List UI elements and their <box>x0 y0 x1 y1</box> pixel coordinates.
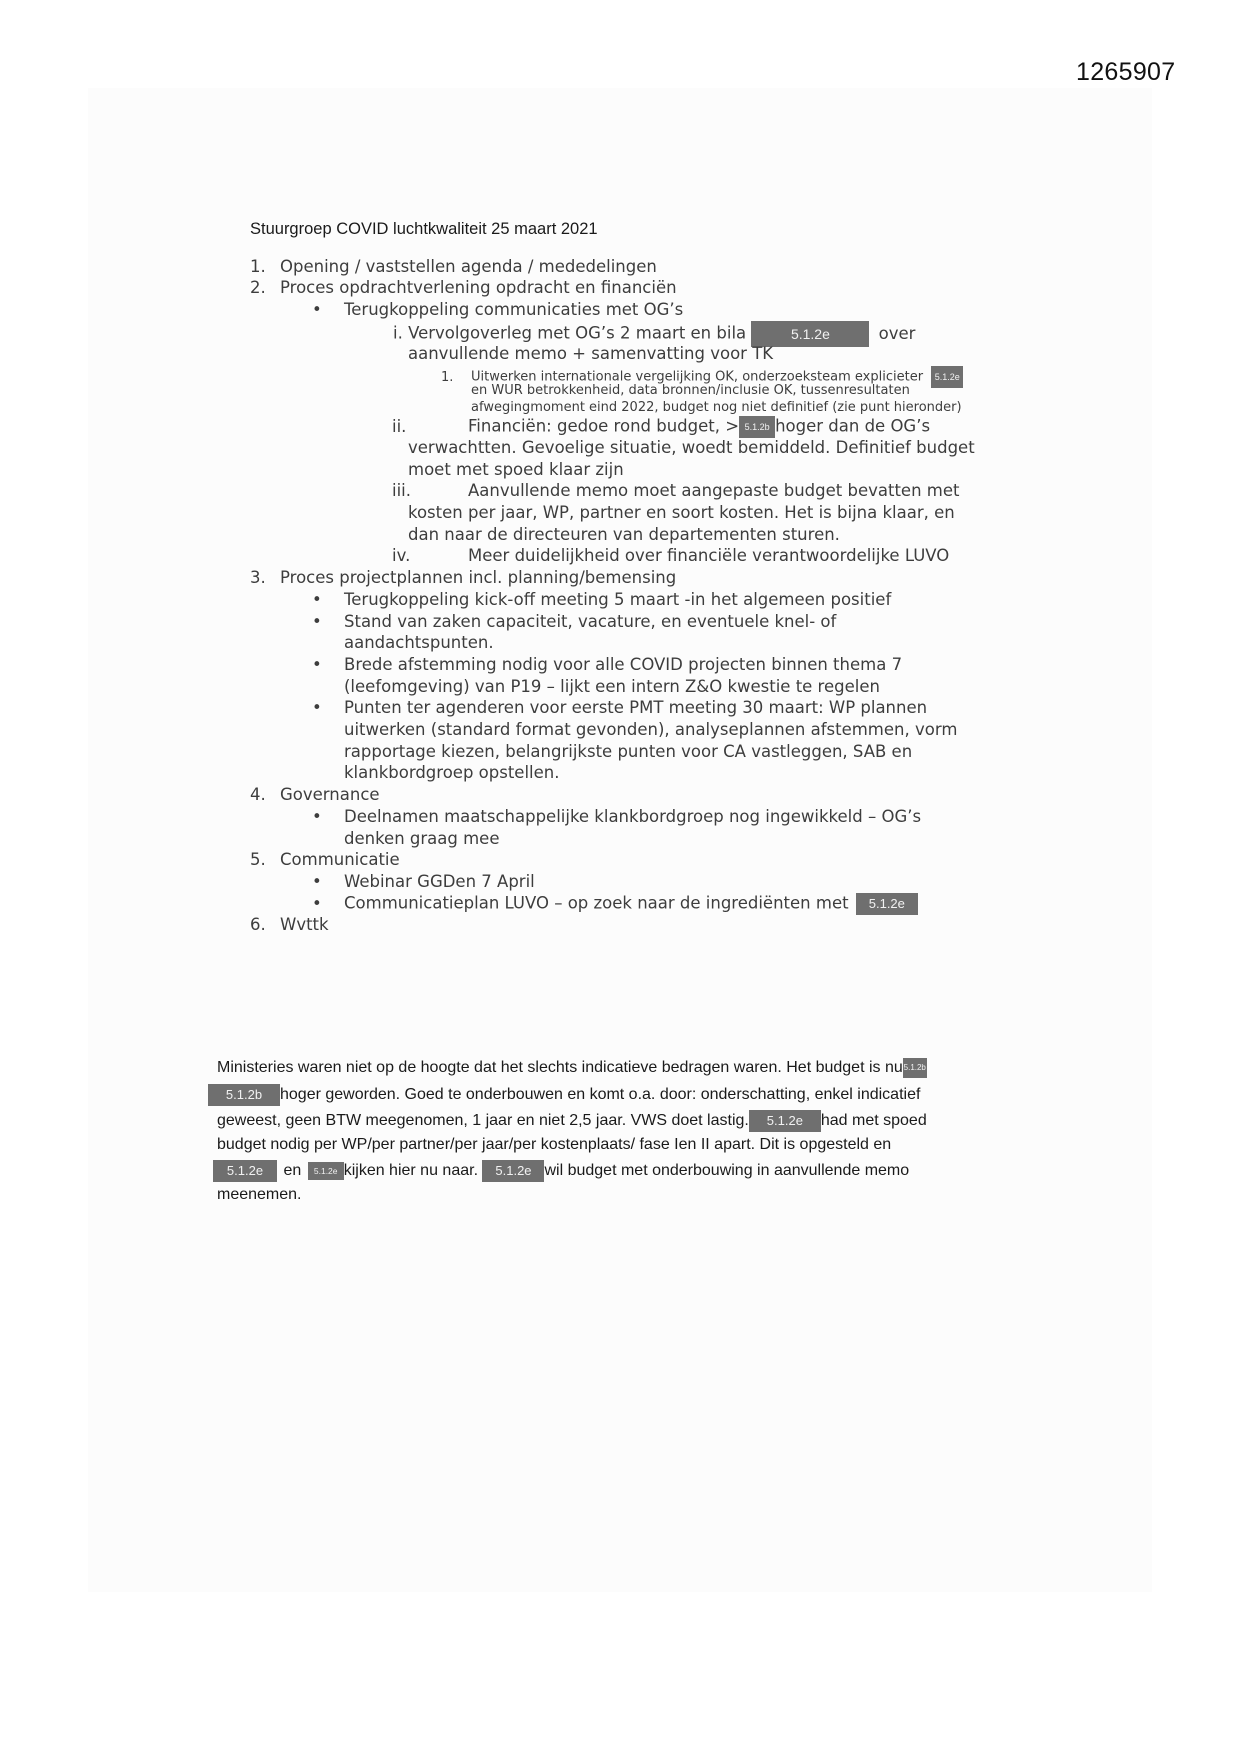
item-text: Wvttk <box>280 915 329 934</box>
item-number: 6. <box>250 915 266 934</box>
redaction-box: 5.1.2e <box>213 1160 277 1182</box>
bullet-icon: • <box>312 698 322 717</box>
item-number: 1. <box>441 369 454 385</box>
item-number: iii. <box>392 481 411 500</box>
sub-item-ii-line2: verwachtten. Gevoelige situatie, woedt bemiddeld. Definitief budget <box>408 438 975 457</box>
agenda-item-6 <box>250 915 329 934</box>
bullet-item <box>312 698 927 717</box>
bullet-continuation: rapportage kiezen, belangrijkste punten voor CA vastleggen, SAB en <box>344 742 913 761</box>
bullet-icon: • <box>312 655 322 674</box>
bullet-text: Communicatieplan LUVO – op zoek naar de ingrediënten met <box>344 893 849 913</box>
item-text: Vervolgoverleg met OG’s 2 maart en bila <box>408 323 747 343</box>
redaction-box: 5.1.2e <box>308 1162 344 1180</box>
item-number: iv. <box>392 546 411 565</box>
item-number: 5. <box>250 850 266 869</box>
sub-item-iv <box>392 546 949 565</box>
bullet-item <box>312 655 902 674</box>
notes-line-3 <box>217 1110 927 1132</box>
item-text: Opening / vaststellen agenda / mededelingen <box>280 257 657 276</box>
redaction-box: 5.1.2e <box>751 321 869 347</box>
bullet-continuation: aandachtspunten. <box>344 633 494 652</box>
bullet-icon: • <box>312 872 322 891</box>
bullet-icon: • <box>312 807 322 826</box>
redaction-box: 5.1.2b <box>903 1058 927 1078</box>
bullet-icon: • <box>312 300 322 319</box>
item-text: hoger dan de OG’s <box>775 416 931 436</box>
bullet-item <box>312 872 535 891</box>
notes-text: hoger geworden. Goed te onderbouwen en komt o.a. door: onderschatting, enkel indicatief <box>280 1086 921 1104</box>
notes-text: wil budget met onderbouwing in aanvullende memo <box>544 1162 910 1180</box>
notes-text: en <box>283 1162 302 1180</box>
notes-text: kijken hier nu naar. <box>343 1162 479 1180</box>
bullet-item <box>312 807 921 826</box>
notes-line-1 <box>217 1058 927 1078</box>
sub-item-iii-line3: dan naar de directeuren van departementen sturen. <box>408 525 840 544</box>
bullet-text: Stand van zaken capaciteit, vacature, en eventuele knel- of <box>344 612 837 631</box>
sub-item-ii <box>392 416 930 438</box>
bullet-continuation: denken graag mee <box>344 829 500 848</box>
agenda-item-1 <box>250 257 657 276</box>
bullet-text: Webinar GGDen 7 April <box>344 872 535 891</box>
redaction-box: 5.1.2e <box>931 366 963 388</box>
bullet-item <box>312 590 891 609</box>
item-text: Governance <box>280 785 380 804</box>
redaction-box: 5.1.2e <box>749 1110 821 1132</box>
sub-sub-item-1-line3: afwegingmoment eind 2022, budget nog niet definitief (zie punt hieronder) <box>471 400 962 415</box>
item-number: i. <box>393 323 403 343</box>
bullet-text: Brede afstemming nodig voor alle COVID projecten binnen thema 7 <box>344 655 903 674</box>
item-text: Proces projectplannen incl. planning/bemensing <box>280 568 677 587</box>
item-number: 2. <box>250 278 266 297</box>
notes-text: geweest, geen BTW meegenomen, 1 jaar en niet 2,5 jaar. VWS doet lastig. <box>217 1112 749 1130</box>
bullet-continuation: (leefomgeving) van P19 – lijkt een intern Z&O kwestie te regelen <box>344 677 880 696</box>
redaction-box: 5.1.2b <box>208 1084 280 1106</box>
item-text: Uitwerken internationale vergelijking OK, onderzoeksteam explicieter <box>471 369 924 385</box>
agenda-item-2 <box>250 278 677 297</box>
item-text: Aanvullende memo moet aangepaste budget bevatten met <box>468 481 960 500</box>
sub-item-iii <box>392 481 959 500</box>
redaction-box: 5.1.2e <box>482 1160 544 1182</box>
item-text: Financiën: gedoe rond budget, > <box>468 416 740 436</box>
notes-text: had met spoed <box>820 1112 927 1130</box>
item-text: Meer duidelijkheid over financiële verantwoordelijke LUVO <box>468 546 950 565</box>
item-number: 3. <box>250 568 266 587</box>
agenda-item-4 <box>250 785 380 804</box>
redaction-box: 5.1.2e <box>856 893 918 915</box>
notes-line-6: meenemen. <box>217 1186 302 1203</box>
document-id-number: 1265907 <box>1076 58 1176 86</box>
sub-item-i-continuation: aanvullende memo + samenvatting voor TK <box>408 344 774 363</box>
agenda-item-3 <box>250 568 676 587</box>
sub-item-iii-line2: kosten per jaar, WP, partner en soort kosten. Het is bijna klaar, en <box>408 503 955 522</box>
notes-line-2 <box>208 1084 920 1106</box>
sub-sub-item-1-line2: en WUR betrokkenheid, data bronnen/inclusie OK, tussenresultaten <box>471 383 910 398</box>
item-text: Proces opdrachtverlening opdracht en financiën <box>280 278 677 297</box>
bullet-text: Terugkoppeling kick-off meeting 5 maart -in het algemeen positief <box>344 590 892 609</box>
bullet-icon: • <box>312 590 322 609</box>
bullet-text: Deelnamen maatschappelijke klankbordgroep nog ingewikkeld – OG’s <box>344 807 922 826</box>
notes-line-5 <box>213 1160 909 1182</box>
item-text: over <box>878 323 916 343</box>
item-number: ii. <box>392 416 407 436</box>
bullet-text: Punten ter agenderen voor eerste PMT meeting 30 maart: WP plannen <box>344 698 928 717</box>
item-number: 1. <box>250 257 266 276</box>
document-title: Stuurgroep COVID luchtkwaliteit 25 maart 2021 <box>250 220 598 238</box>
bullet-continuation: uitwerken (standard format gevonden), analyseplannen afstemmen, vorm <box>344 720 958 739</box>
bullet-item <box>312 612 836 631</box>
agenda-item-5 <box>250 850 400 869</box>
notes-line-4: budget nodig per WP/per partner/per jaar/per kostenplaats/ fase Ien II apart. Dit is opgesteld en <box>217 1136 892 1153</box>
sub-item-ii-line3: moet met spoed klaar zijn <box>408 460 624 479</box>
bullet-text: Terugkoppeling communicaties met OG’s <box>344 300 684 319</box>
bullet-item <box>312 300 683 319</box>
bullet-icon: • <box>312 612 322 631</box>
item-text: Communicatie <box>280 850 400 869</box>
redaction-box: 5.1.2b <box>739 416 775 438</box>
bullet-icon: • <box>312 893 322 913</box>
bullet-item <box>312 893 918 915</box>
bullet-continuation: klankbordgroep opstellen. <box>344 763 560 782</box>
notes-text: Ministeries waren niet op de hoogte dat het slechts indicatieve bedragen waren. Het budget is nu <box>217 1059 903 1077</box>
item-number: 4. <box>250 785 266 804</box>
